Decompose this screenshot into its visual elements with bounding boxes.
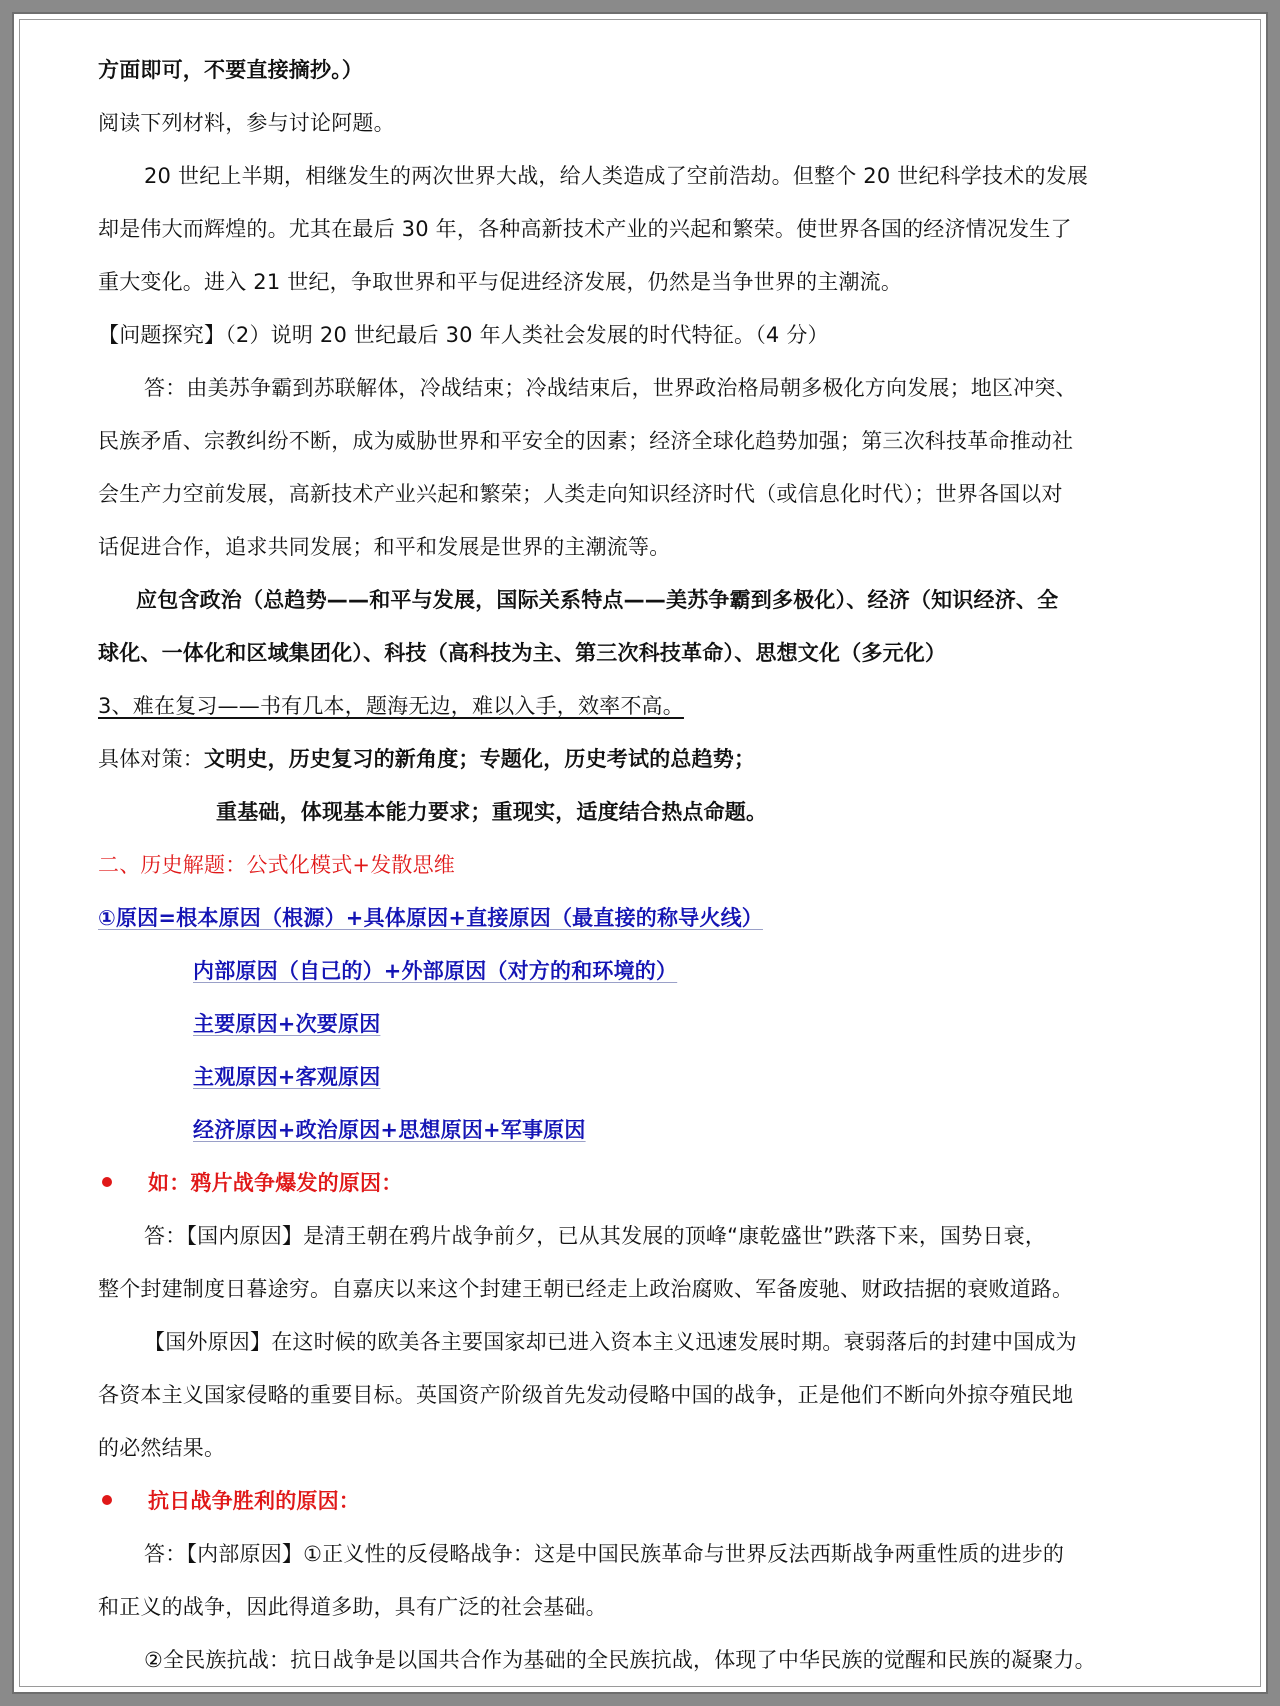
text-line: 方面即可，不要直接摘抄。） (98, 58, 364, 82)
underlined-heading-text: 3、难在复习——书有几本，题海无边，难以入手，效率不高。 (98, 694, 684, 718)
formula-line (98, 1104, 1198, 1157)
formula-line (98, 998, 1198, 1051)
formula-text: 主观原因+客观原因 (193, 1065, 381, 1089)
answer-line: 答：【内部原因】①正义性的反侵略战争：这是中国民族革命与世界反法西斯战争两重性质的进步的 (144, 1542, 1065, 1566)
answer-line: 民族矛盾、宗教纠纷不断，成为威胁世界和平安全的因素；经济全球化趋势加强；第三次科技革命推动社 (98, 429, 1074, 453)
answer-line: 整个封建制度日暮途穷。自嘉庆以来这个封建王朝已经走上政治腐败、军备废驰、财政拮据的衰败道路。 (98, 1277, 1074, 1301)
bullet-heading-text: 抗日战争胜利的原因： (148, 1489, 360, 1513)
answer-line: 各资本主义国家侵略的重要目标。英国资产阶级首先发动侵略中国的战争，正是他们不断向外掠夺殖民地 (98, 1383, 1074, 1407)
answer-line: 答：由美苏争霸到苏联解体，冷战结束；冷战结束后，世界政治格局朝多极化方向发展；地区冲突、 (144, 376, 1077, 400)
summary-line: 应包含政治（总趋势——和平与发展，国际关系特点——美苏争霸到多极化）、经济（知识经济、全 (136, 588, 1059, 612)
strategy-label: 具体对策： (98, 747, 204, 771)
bullet-heading (98, 1157, 1198, 1210)
text-line: 阅读下列材料，参与讨论阿题。 (98, 111, 395, 135)
formula-line (98, 1051, 1198, 1104)
formula-line (98, 892, 1198, 945)
document-page (12, 12, 1268, 1694)
formula-text: 经济原因+政治原因+思想原因+军事原因 (193, 1118, 586, 1142)
formula-text: 内部原因（自己的）+外部原因（对方的和环境的） (193, 959, 678, 983)
bullet-icon (102, 1177, 112, 1187)
answer-line: 和正义的战争，因此得道多助，具有广泛的社会基础。 (98, 1595, 607, 1619)
answer-line: 的必然结果。 (98, 1436, 226, 1460)
answer-line: 【国外原因】在这时候的欧美各主要国家却已进入资本主义迅速发展时期。衰弱落后的封建中国成为 (144, 1330, 1077, 1354)
bullet-icon (102, 1495, 112, 1505)
answer-line: 会生产力空前发展，高新技术产业兴起和繁荣；人类走向知识经济时代（或信息化时代）；世界各国以对 (98, 482, 1063, 506)
formula-text: ①原因=根本原因（根源）+具体原因+直接原因（最直接的称导火线） (98, 906, 763, 930)
section-heading: 二、历史解题：公式化模式+发散思维 (98, 853, 455, 877)
question-line: 【问题探究】（2）说明 20 世纪最后 30 年人类社会发展的时代特征。（4 分） (98, 323, 829, 347)
answer-line: 答：【国内原因】是清王朝在鸦片战争前夕，已从其发展的顶峰“康乾盛世”跌落下来，国势日衰， (144, 1224, 1047, 1248)
bullet-heading-text: 如：鸦片战争爆发的原因： (148, 1171, 403, 1195)
document-body (98, 44, 1198, 1687)
formula-line (98, 945, 1198, 998)
text-line: 却是伟大而辉煌的。尤其在最后 30 年，各种高新技术产业的兴起和繁荣。使世界各国的经济情况发生了 (98, 217, 1072, 241)
bullet-heading (98, 1475, 1198, 1528)
strategy-line: 重基础，体现基本能力要求；重现实，适度结合热点命题。 (216, 800, 768, 824)
formula-text: 主要原因+次要原因 (193, 1012, 381, 1036)
strategy-line (98, 733, 1198, 786)
strategy-text: 文明史，历史复习的新角度；专题化，历史考试的总趋势； (204, 747, 756, 771)
answer-line: ②全民族抗战：抗日战争是以国共合作为基础的全民族抗战，体现了中华民族的觉醒和民族的凝聚力。 (144, 1648, 1096, 1672)
text-line: 重大变化。进入 21 世纪，争取世界和平与促进经济发展，仍然是当争世界的主潮流。 (98, 270, 903, 294)
underlined-heading (98, 680, 1198, 733)
summary-line: 球化、一体化和区域集团化）、科技（高科技为主、第三次科技革命）、思想文化（多元化） (98, 641, 947, 665)
text-line: 20 世纪上半期，相继发生的两次世界大战，给人类造成了空前浩劫。但整个 20 世纪科学技术的发展 (144, 164, 1089, 188)
answer-line: 话促进合作，追求共同发展；和平和发展是世界的主潮流等。 (98, 535, 671, 559)
